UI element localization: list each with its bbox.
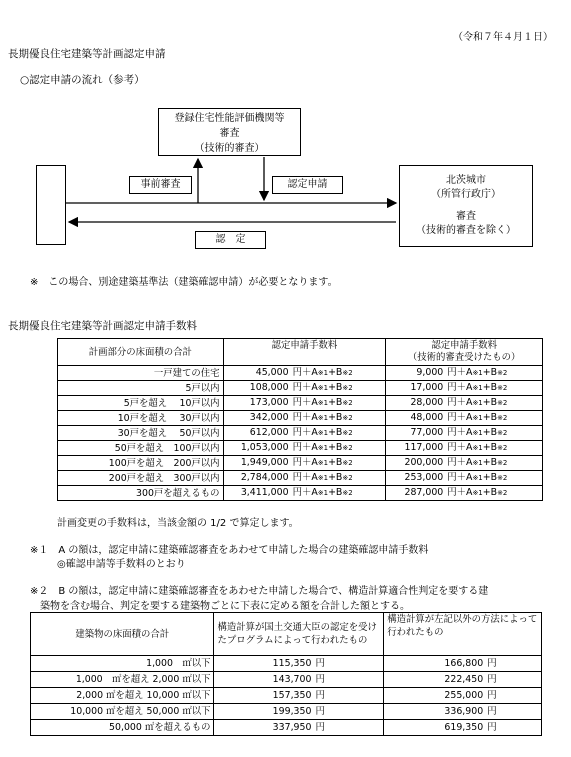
fee-area-cell: 10戸を超え 30戸以内 [58, 411, 224, 426]
fee-mark1: ※1 [317, 459, 329, 467]
fee-table-title: 長期優良住宅建築等計画認定申請手数料 [8, 320, 197, 332]
fee-suffix-b: +B [482, 397, 498, 408]
fee-mark1: ※1 [317, 369, 329, 377]
evaluation-body-name: 登録住宅性能評価機関等 [174, 113, 285, 124]
fee-mark1: ※1 [472, 384, 483, 392]
struct-amount: 336,900 [444, 706, 484, 717]
fee-mark1: ※1 [472, 489, 483, 497]
fee-suffix-a: 円＋A [292, 487, 318, 498]
fee-tech-cell [386, 441, 543, 456]
struct-table [30, 612, 542, 736]
struct-amount: 143,700 [272, 674, 312, 685]
fee-suffix-b: +B [328, 382, 343, 393]
fee-row [58, 486, 543, 501]
fee-suffix-a: 円＋A [292, 397, 318, 408]
fee-mark2: ※2 [342, 399, 353, 407]
fee-mark1: ※1 [317, 444, 329, 452]
fee-suffix-a: 円＋A [292, 442, 318, 453]
fee-area-cell: 200戸を超え 300戸以内 [58, 471, 224, 486]
fee-cell [223, 486, 386, 501]
struct-row [31, 656, 542, 672]
struct-area-cell: 10,000 ㎡を超え 50,000 ㎡以下 [31, 704, 214, 720]
fee-amount: 28,000 [410, 397, 444, 408]
fee-cell [223, 381, 386, 396]
change-note: 計画変更の手数料は，当該金額の 1/2 で算定します。 [57, 518, 299, 529]
fee-mark1: ※1 [472, 414, 483, 422]
fee-mark1: ※1 [472, 399, 483, 407]
fee-mark2: ※2 [497, 459, 508, 467]
struct-amount: 619,350 [444, 722, 484, 733]
fee-suffix-a: 円＋A [292, 472, 318, 483]
evaluation-technical: （技術的審査） [194, 143, 265, 154]
fee-suffix-b: +B [328, 412, 343, 423]
fee-row [58, 426, 543, 441]
fee-cell [223, 396, 386, 411]
fee-suffix-b: +B [482, 472, 498, 483]
fee-mark2: ※2 [342, 444, 353, 452]
fee-mark1: ※1 [472, 444, 483, 452]
fee-suffix-a: 円＋A [447, 367, 473, 378]
fee-amount: 253,000 [404, 472, 444, 483]
fee-cell [223, 411, 386, 426]
yen-unit: 円 [487, 674, 497, 685]
fee-cell [223, 456, 386, 471]
yen-unit: 円 [315, 674, 325, 685]
fee-mark2: ※2 [497, 444, 508, 452]
struct-certified-cell [214, 688, 384, 704]
fee-amount: 612,000 [249, 427, 289, 438]
fee-mark2: ※2 [497, 429, 508, 437]
struct-certified-cell [214, 720, 384, 736]
fee-mark2: ※2 [342, 474, 353, 482]
fee-amount: 287,000 [404, 487, 444, 498]
fee-cell [223, 441, 386, 456]
fee-amount: 108,000 [249, 382, 289, 393]
yen-unit: 円 [315, 722, 325, 733]
fee-row [58, 456, 543, 471]
fee-tech-cell [386, 471, 543, 486]
city-review-scope: （技術的審査を除く） [416, 225, 516, 236]
fee-suffix-b: +B [482, 487, 498, 498]
fee-suffix-b: +B [482, 367, 498, 378]
fee-area-cell: 100戸を超え 200戸以内 [58, 456, 224, 471]
fee-mark2: ※2 [342, 459, 353, 467]
struct-row [31, 672, 542, 688]
fee-tech-cell [386, 426, 543, 441]
fee-cell [223, 426, 386, 441]
fee-mark2: ※2 [342, 369, 353, 377]
fee-amount: 2,784,000 [240, 472, 289, 483]
fee-row [58, 396, 543, 411]
fee-mark1: ※1 [317, 429, 329, 437]
fee-amount: 1,053,000 [240, 442, 289, 453]
struct-area-cell: 1,000 ㎡を超え 2,000 ㎡以下 [31, 672, 214, 688]
fee-suffix-b: +B [328, 457, 343, 468]
fee-tech-cell [386, 366, 543, 381]
struct-area-cell: 1,000 ㎡以下 [31, 656, 214, 672]
fee-mark1: ※1 [472, 459, 483, 467]
fee-suffix-a: 円＋A [292, 457, 318, 468]
flow-heading: ○認定申請の流れ（参考） [20, 74, 145, 86]
fee-amount: 48,000 [410, 412, 444, 423]
fee-mark1: ※1 [317, 384, 329, 392]
fee-mark1: ※1 [317, 399, 329, 407]
fee-cell [223, 471, 386, 486]
yen-unit: 円 [487, 658, 497, 669]
struct-certified-cell [214, 656, 384, 672]
fee-row [58, 381, 543, 396]
struct-area-cell: 2,000 ㎡を超え 10,000 ㎡以下 [31, 688, 214, 704]
city-review: 審査 [456, 211, 476, 222]
pre-review-label: 事前審査 [129, 176, 192, 194]
fee-cell [223, 366, 386, 381]
fee-mark2: ※2 [497, 384, 508, 392]
struct-amount: 199,350 [272, 706, 312, 717]
struct-certified-cell [214, 672, 384, 688]
note2-line2: 築物を含む場合、判定を要する建築物ごとに下表に定める額を合計した額とする。 [40, 601, 410, 612]
fee-mark1: ※1 [472, 474, 483, 482]
city-name: 北茨城市 [446, 175, 486, 186]
fee-row [58, 441, 543, 456]
struct-other-cell [384, 704, 542, 720]
fee-mark2: ※2 [342, 429, 353, 437]
struct-other-cell [384, 656, 542, 672]
struct-table-header [31, 613, 542, 656]
fee-amount: 342,000 [249, 412, 289, 423]
fee-area-cell: 5戸を超え 10戸以内 [58, 396, 224, 411]
struct-row [31, 704, 542, 720]
application-label: 認定申請 [272, 176, 343, 194]
fee-suffix-a: 円＋A [447, 412, 473, 423]
fee-mark2: ※2 [342, 414, 353, 422]
fee-suffix-b: +B [328, 397, 343, 408]
yen-unit: 円 [315, 706, 325, 717]
struct-other-cell [384, 720, 542, 736]
fee-tech-cell [386, 486, 543, 501]
page-title: 長期優良住宅建築等計画認定申請 [8, 48, 166, 60]
evaluation-review: 審査 [219, 128, 240, 139]
note1-line2: ◎確認申請等手数料のとおり [57, 559, 186, 570]
struct-other-cell [384, 688, 542, 704]
fee-suffix-b: +B [328, 442, 343, 453]
fee-suffix-a: 円＋A [447, 442, 473, 453]
note2-line1: ※２ B の額は，認定申請に建築確認審査をあわせた申請した場合で、構造計算適合性判定を要する建 [30, 586, 489, 597]
city-role: （所管行政庁） [431, 189, 501, 200]
fee-header-fee: 認定申請手数料 [223, 339, 386, 366]
yen-unit: 円 [487, 690, 497, 701]
fee-area-cell: 一戸建ての住宅 [58, 366, 224, 381]
fee-amount: 200,000 [404, 457, 444, 468]
fee-suffix-a: 円＋A [447, 472, 473, 483]
struct-header-other: 構造計算が左記以外の方法によって行われたもの [384, 613, 542, 656]
fee-suffix-b: +B [328, 487, 343, 498]
note1-line1: ※１ A の額は，認定申請に建築確認審査をあわせて申請した場合の建築確認申請手数料 [30, 545, 429, 556]
yen-unit: 円 [315, 658, 325, 669]
struct-amount: 222,450 [444, 674, 484, 685]
fee-amount: 45,000 [255, 367, 289, 378]
fee-suffix-a: 円＋A [292, 412, 318, 423]
fee-row [58, 471, 543, 486]
struct-other-cell [384, 672, 542, 688]
fee-area-cell: 50戸を超え 100戸以内 [58, 441, 224, 456]
fee-row [58, 411, 543, 426]
fee-tech-cell [386, 456, 543, 471]
building-confirm-note: ※ この場合、別途建築基準法（建築確認申請）が必要となります。 [30, 277, 338, 288]
fee-area-cell: 300戸を超えるもの [58, 486, 224, 501]
struct-amount: 115,350 [272, 658, 312, 669]
fee-suffix-a: 円＋A [292, 367, 318, 378]
fee-header-area: 計画部分の床面積の合計 [58, 339, 224, 366]
fee-table [57, 338, 543, 501]
flow-arrows [0, 0, 571, 300]
fee-tech-cell [386, 381, 543, 396]
struct-header-certified: 構造計算が国土交通大臣の認定を受けたプログラムによって行われたもの [214, 613, 384, 656]
fee-amount: 77,000 [410, 427, 444, 438]
yen-unit: 円 [487, 706, 497, 717]
fee-suffix-b: +B [328, 427, 343, 438]
struct-certified-cell [214, 704, 384, 720]
fee-mark1: ※1 [317, 489, 329, 497]
fee-mark2: ※2 [342, 384, 353, 392]
fee-suffix-b: +B [482, 382, 498, 393]
struct-amount: 166,800 [444, 658, 484, 669]
struct-amount: 337,950 [272, 722, 312, 733]
yen-unit: 円 [315, 690, 325, 701]
fee-tech-cell [386, 396, 543, 411]
approval-label: 認 定 [195, 231, 266, 249]
fee-suffix-a: 円＋A [292, 427, 318, 438]
fee-mark2: ※2 [342, 489, 353, 497]
fee-suffix-b: +B [482, 412, 498, 423]
fee-suffix-b: +B [482, 457, 498, 468]
fee-amount: 17,000 [410, 382, 444, 393]
fee-amount: 1,949,000 [240, 457, 289, 468]
fee-suffix-a: 円＋A [447, 427, 473, 438]
fee-amount: 173,000 [249, 397, 289, 408]
struct-header-area: 建築物の床面積の合計 [31, 613, 214, 656]
fee-mark1: ※1 [317, 474, 329, 482]
fee-amount: 3,411,000 [240, 487, 289, 498]
struct-row [31, 720, 542, 736]
fee-suffix-b: +B [328, 472, 343, 483]
fee-mark2: ※2 [497, 369, 508, 377]
fee-mark1: ※1 [472, 429, 483, 437]
yen-unit: 円 [487, 722, 497, 733]
fee-amount: 117,000 [404, 442, 444, 453]
fee-mark2: ※2 [497, 474, 508, 482]
fee-mark2: ※2 [497, 399, 508, 407]
fee-mark1: ※1 [317, 414, 329, 422]
struct-row [31, 688, 542, 704]
fee-row [58, 366, 543, 381]
fee-suffix-a: 円＋A [447, 397, 473, 408]
struct-area-cell: 50,000 ㎡を超えるもの [31, 720, 214, 736]
fee-mark2: ※2 [497, 489, 508, 497]
fee-area-cell: 30戸を超え 50戸以内 [58, 426, 224, 441]
fee-suffix-b: +B [328, 367, 343, 378]
fee-table-header [58, 339, 543, 366]
fee-suffix-b: +B [482, 427, 498, 438]
fee-suffix-a: 円＋A [447, 457, 473, 468]
fee-mark1: ※1 [472, 369, 483, 377]
fee-suffix-a: 円＋A [292, 382, 318, 393]
fee-suffix-a: 円＋A [447, 487, 473, 498]
struct-amount: 157,350 [272, 690, 312, 701]
struct-amount: 255,000 [444, 690, 484, 701]
fee-amount: 9,000 [416, 367, 444, 378]
fee-area-cell: 5戸以内 [58, 381, 224, 396]
fee-tech-cell [386, 411, 543, 426]
date-label: （令和７年４月１日） [453, 32, 553, 43]
fee-suffix-b: +B [482, 442, 498, 453]
fee-mark2: ※2 [497, 414, 508, 422]
fee-header-fee-tech: 認定申請手数料 （技術的審査受けたもの） [386, 339, 543, 366]
fee-suffix-a: 円＋A [447, 382, 473, 393]
